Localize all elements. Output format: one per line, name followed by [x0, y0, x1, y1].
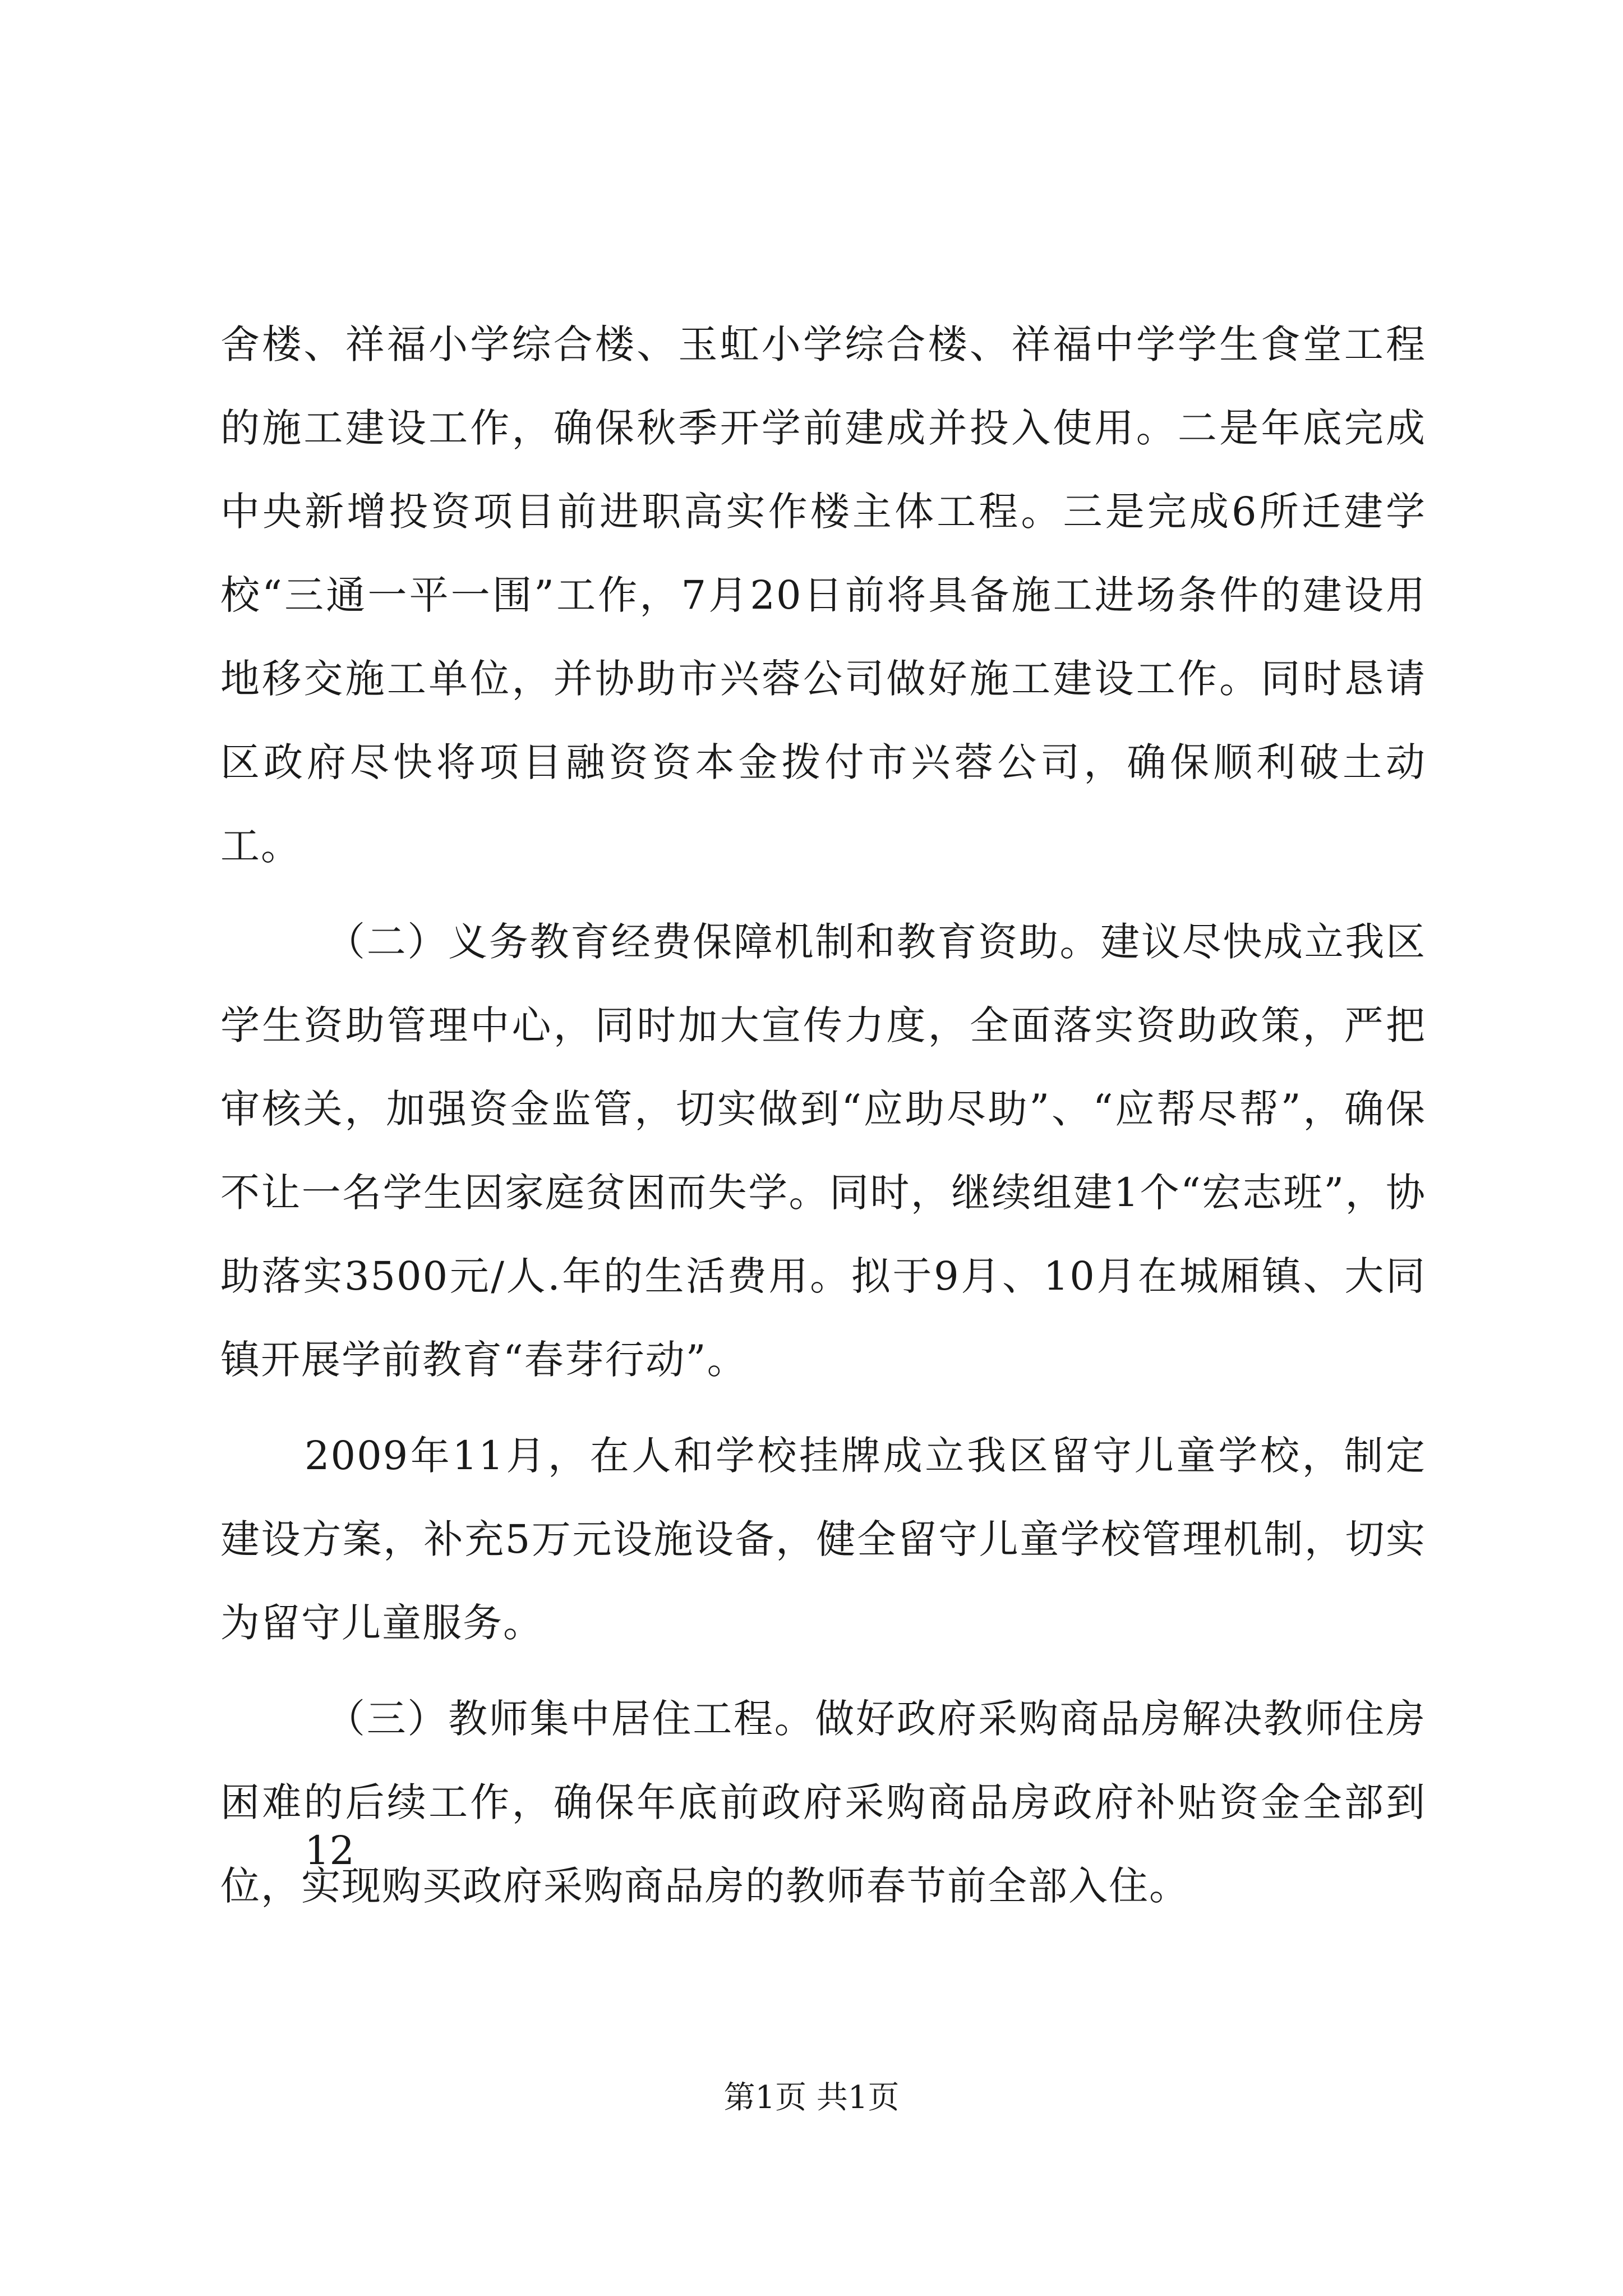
paragraph-section-3: （三）教师集中居住工程。做好政府采购商品房解决教师住房困难的后续工作，确保年底前政府采购商品房政府补贴资金全部到位，实现购买政府采购商品房的教师春节前全部入住。 [220, 1696, 1426, 1909]
page-footer: 第1页 共1页 [723, 2079, 900, 2116]
document-body [220, 303, 1426, 1928]
inline-page-number: 12 [305, 1828, 355, 1874]
paragraph-section-2: （二）义务教育经费保障机制和教育资助。建议尽快成立我区学生资助管理中心，同时加大宣传力度，全面落实资助政策，严把审核关，加强资金监管，切实做到“应助尽助”、“应帮尽帮”，确保不让一名学生因家庭贫困而失学。同时，继续组建1个“宏志班”，协助落实3500元/人.年的生活费用。拟于9月、10月在城厢镇、大同镇开展学前教育“春芽行动”。 [220, 919, 1426, 1383]
paragraph-continuation: 舍楼、祥福小学综合楼、玉虹小学综合楼、祥福中学学生食堂工程的施工建设工作，确保秋季开学前建成并投入使用。二是年底完成中央新增投资项目前进职高实作楼主体工程。三是完成6所迁建学校“三通一平一围”工作，7月20日前将具备施工进场条件的建设用地移交施工单位，并协助市兴蓉公司做好施工建设工作。同时恳请区政府尽快将项目融资资本金拨付市兴蓉公司，确保顺利破土动工。 [220, 321, 1426, 869]
paragraph-left-behind-children: 2009年11月，在人和学校挂牌成立我区留守儿童学校，制定建设方案，补充5万元设施设备，健全留守儿童学校管理机制，切实为留守儿童服务。 [220, 1433, 1426, 1646]
